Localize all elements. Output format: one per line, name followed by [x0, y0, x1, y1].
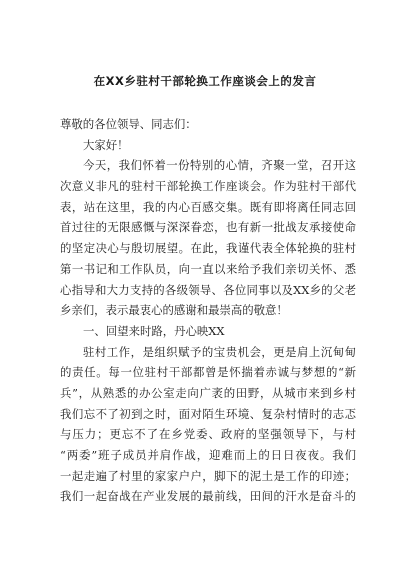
greeting: 尊敬的各位领导、同志们：: [60, 117, 197, 131]
paragraph-line: 今天，我们怀着一份特别的心情，齐聚一堂，召开这: [83, 158, 356, 173]
paragraph-2: [60, 342, 356, 508]
paragraph-line: 乡亲们，表示最衷心的感谢和最崇高的敬意！: [60, 303, 288, 318]
paragraph-line: 我们忘不了初到之时，面对陌生环境、复杂村情时的志忑: [60, 406, 356, 421]
paragraph-line: “两委”班子成员并肩作战，迎难而上的日日夜夜。我们: [60, 448, 356, 462]
paragraph-line: 心指导和大力支持的各级领导、各位同事以及XX乡的父老: [60, 282, 356, 297]
section-heading: 一、回望来时路，丹心映XX: [83, 323, 225, 338]
paragraph-line: 兵”，从熟悉的办公室走向广袤的田野，从城市来到乡村: [60, 385, 356, 400]
paragraph-line: 首过往的无限感慨与深深眷恋，也有新一批战友承接使命: [60, 220, 356, 235]
document-body: [60, 114, 356, 507]
document-title: 在XX乡驻村干部轮换工作座谈会上的发言: [93, 74, 317, 88]
paragraph-1: [60, 155, 356, 321]
paragraph-line: 第一书记和工作队员，向一直以来给予我们亲切关怀、悉: [60, 261, 356, 276]
paragraph-line: 表，站在这里，我的内心百感交集。既有即将离任同志回: [60, 199, 356, 214]
paragraph-line: 与压力；更忘不了在乡党委、政府的坚强领导下，与村: [60, 427, 356, 442]
paragraph-line: 的责任。每一位驻村干部都曾是怀揣着赤诚与梦想的“新: [60, 365, 356, 380]
hello-line: 大家好！: [83, 137, 129, 152]
paragraph-line: 的坚定决心与殷切展望。在此，我谨代表全体轮换的驻村: [60, 241, 356, 256]
paragraph-line: 我们一起奋战在产业发展的最前线，田间的汗水是奋斗的: [60, 489, 356, 504]
paragraph-line: 一起走遍了村里的家家户户，脚下的泥土是工作的印迹；: [60, 468, 356, 483]
paragraph-line: 驻村工作，是组织赋予的宝贵机会，更是肩上沉甸甸: [83, 344, 356, 359]
paragraph-line: 次意义非凡的驻村干部轮换工作座谈会。作为驻村干部代: [60, 179, 356, 194]
